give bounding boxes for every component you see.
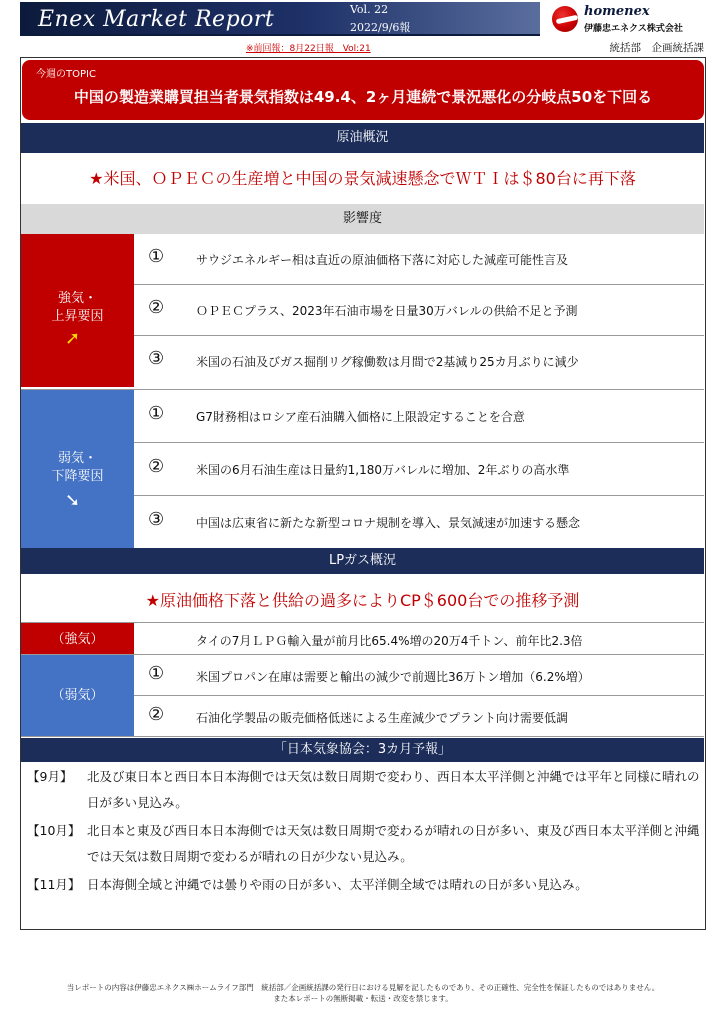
crude-headline: ★米国、ＯＰＥＣの生産増と中国の景気減速懸念でＷＴＩは＄80台に再下落 xyxy=(89,169,636,188)
list-item xyxy=(134,234,704,285)
report-body xyxy=(20,57,706,930)
lpg-bear-label: （弱気） xyxy=(21,655,134,736)
lpg-bear-factors xyxy=(21,655,704,737)
list-item xyxy=(134,285,704,336)
list-item xyxy=(134,696,704,737)
forecast-month: 【10月】 xyxy=(27,823,81,838)
item-number: ③ xyxy=(148,348,165,369)
item-number: ② xyxy=(148,297,165,318)
item-text: 米国の6月石油生産は日量約1,180万バレルに増加、2年ぶりの高水準 xyxy=(196,463,570,477)
item-number: ② xyxy=(148,456,165,477)
item-number: ① xyxy=(148,403,165,424)
list-item xyxy=(134,443,704,496)
company-logo xyxy=(548,2,706,36)
arrow-up-right-icon: ➚ xyxy=(65,328,81,349)
logo-brand: homenex xyxy=(584,4,650,19)
report-header xyxy=(20,0,706,36)
item-text: サウジエネルギー相は直近の原油価格下落に対応した減産可能性言及 xyxy=(196,253,569,267)
item-text: 中国は広東省に新たな新型コロナ規制を導入、景気減速が加速する懸念 xyxy=(196,516,581,530)
subheader xyxy=(20,40,706,56)
item-number: ① xyxy=(148,663,165,684)
bear-factor-list xyxy=(134,390,704,548)
weather-section-title: 「日本気象協会：3カ月予報」 xyxy=(21,738,704,762)
weather-forecast xyxy=(21,764,704,929)
title-banner xyxy=(20,2,540,36)
logo-mark-icon xyxy=(552,6,578,32)
lpg-section-title: LPガス概況 xyxy=(21,548,704,574)
forecast-text: 北日本と東及び西日本日本海側では天気は数日周期で変わるが晴れの日が多い、東及び西日本太平洋側と沖縄では天気は数日周期で変わるが晴れの日が少ない見込み。 xyxy=(87,823,700,864)
forecast-text: 北及び東日本と西日本日本海側では天気は数日周期で変わり、西日本太平洋側と沖縄では平年と同様に晴れの日が多い見込み。 xyxy=(87,769,700,810)
bear-label-line1: 弱気・ xyxy=(57,451,97,466)
bear-label-cell xyxy=(21,390,134,548)
lpg-bull-label: （強気） xyxy=(21,623,134,654)
report-title: Enex Market Report xyxy=(38,7,275,32)
report-date: 2022/9/6報 xyxy=(350,21,411,34)
logo-company-name: 伊藤忠エネクス株式会社 xyxy=(584,24,683,34)
item-text: タイの7月ＬＰＧ輸入量が前月比65.4%増の20万4千トン、前年比2.3倍 xyxy=(196,634,583,648)
item-number: ③ xyxy=(148,509,165,530)
list-item xyxy=(134,655,704,696)
list-item xyxy=(134,336,704,387)
impact-title: 影響度 xyxy=(21,204,704,234)
item-text: 米国プロパン在庫は需要と輸出の減少で前週比36万トン増加（6.2%増） xyxy=(196,670,590,684)
forecast-month: 【9月】 xyxy=(27,769,73,784)
department-label: 統括部 企画統括課 xyxy=(609,42,704,54)
lpg-bear-list xyxy=(134,655,704,736)
bull-label-line1: 強気・ xyxy=(57,291,97,306)
item-text: 石油化学製品の販売価格低迷による生産減少でプラント向け需要低調 xyxy=(196,711,569,725)
item-text: 米国の石油及びガス掘削リグ稼働数は月間で2基減り25カ月ぶりに減少 xyxy=(196,355,579,369)
bear-label-line2: 下降要因 xyxy=(51,469,104,484)
crude-section-title: 原油概況 xyxy=(21,123,704,153)
list-item xyxy=(134,390,704,443)
item-number: ① xyxy=(148,246,165,267)
lpg-bull-factors xyxy=(21,622,704,655)
disclaimer-line1: 当レポートの内容は伊藤忠エネクス㈱ホームライフ部門 統括部／企画統括課の発行日における見解を記したものであり、その正確性、完全性を保証したものではありません。 xyxy=(66,983,660,992)
arrow-down-right-icon: ➘ xyxy=(65,490,81,511)
item-text: ＯＰＥＣプラス、2023年石油市場を日量30万バレルの供給不足と予測 xyxy=(196,304,578,318)
crude-bull-factors xyxy=(21,234,704,387)
bull-label-line2: 上昇要因 xyxy=(51,309,104,324)
item-number: ② xyxy=(148,704,165,725)
crude-bear-factors xyxy=(21,389,704,548)
topic-label: 今週のTOPIC xyxy=(36,69,96,80)
forecast-month: 【11月】 xyxy=(27,877,81,892)
forecast-text: 日本海側全域と沖縄では曇りや雨の日が多い、太平洋側全域では晴れの日が多い見込み。 xyxy=(87,877,588,892)
previous-issue-link[interactable]: ※前回報：8月22日報 Vol:21 xyxy=(246,44,371,54)
bull-factor-list xyxy=(134,234,704,387)
bull-label-cell xyxy=(21,234,134,387)
topic-text: 中国の製造業購買担当者景気指数は49.4、2ヶ月連続で景況悪化の分岐点50を下回る xyxy=(73,88,653,106)
list-item xyxy=(134,496,704,549)
lpg-headline: ★原油価格下落と供給の過多によりCP＄600台での推移予測 xyxy=(145,591,580,610)
weekly-topic xyxy=(22,60,704,120)
disclaimer-line2: また本レポートの無断掲載・転送・改変を禁じます。 xyxy=(273,994,453,1003)
disclaimer xyxy=(0,982,726,1004)
volume-number: Vol. 22 xyxy=(350,3,389,16)
item-text: G7財務相はロシア産石油購入価格に上限設定することを合意 xyxy=(196,410,525,424)
